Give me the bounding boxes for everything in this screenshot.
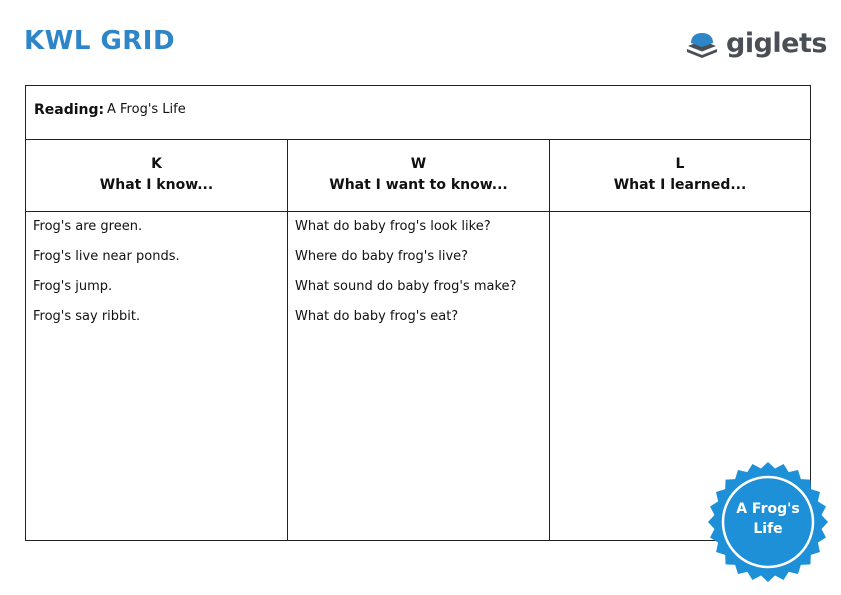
- list-item: What do baby frog's look like?: [295, 219, 491, 234]
- reading-value: A Frog's Life: [107, 102, 186, 117]
- learned-list: [550, 212, 810, 218]
- page-title: KWL GRID: [24, 26, 176, 56]
- column-heading: What I learned...: [613, 177, 747, 193]
- know-list: [26, 212, 287, 338]
- list-item: Frog's say ribbit.: [33, 309, 141, 324]
- reading-row: [26, 86, 810, 140]
- list-item: Where do baby frog's live?: [295, 249, 469, 264]
- badge-text: [707, 499, 829, 539]
- badge-line: A Frog's: [736, 501, 800, 517]
- list-item: Frog's jump.: [33, 279, 113, 294]
- brand-name: giglets: [726, 28, 827, 59]
- column-header: [550, 140, 810, 212]
- column-header: [26, 140, 287, 212]
- list-item: Frog's live near ponds.: [33, 249, 180, 264]
- column-want: [288, 140, 550, 540]
- column-heading: What I know...: [99, 177, 214, 193]
- column-letter: K: [151, 156, 162, 172]
- title-badge: [707, 461, 829, 583]
- list-item: Frog's are green.: [33, 219, 143, 234]
- book-stack-icon: [684, 30, 720, 58]
- giglets-logo: [684, 28, 827, 59]
- list-item: What sound do baby frog's make?: [295, 279, 517, 294]
- badge-line: Life: [753, 521, 783, 537]
- column-letter: W: [410, 156, 427, 172]
- column-know: [26, 140, 288, 540]
- reading-label: Reading:: [34, 102, 105, 118]
- column-heading: What I want to know...: [329, 177, 508, 193]
- kwl-grid: [25, 85, 811, 541]
- column-header: [288, 140, 549, 212]
- want-list: [288, 212, 549, 338]
- column-letter: L: [675, 156, 685, 172]
- list-item: What do baby frog's eat?: [295, 309, 459, 324]
